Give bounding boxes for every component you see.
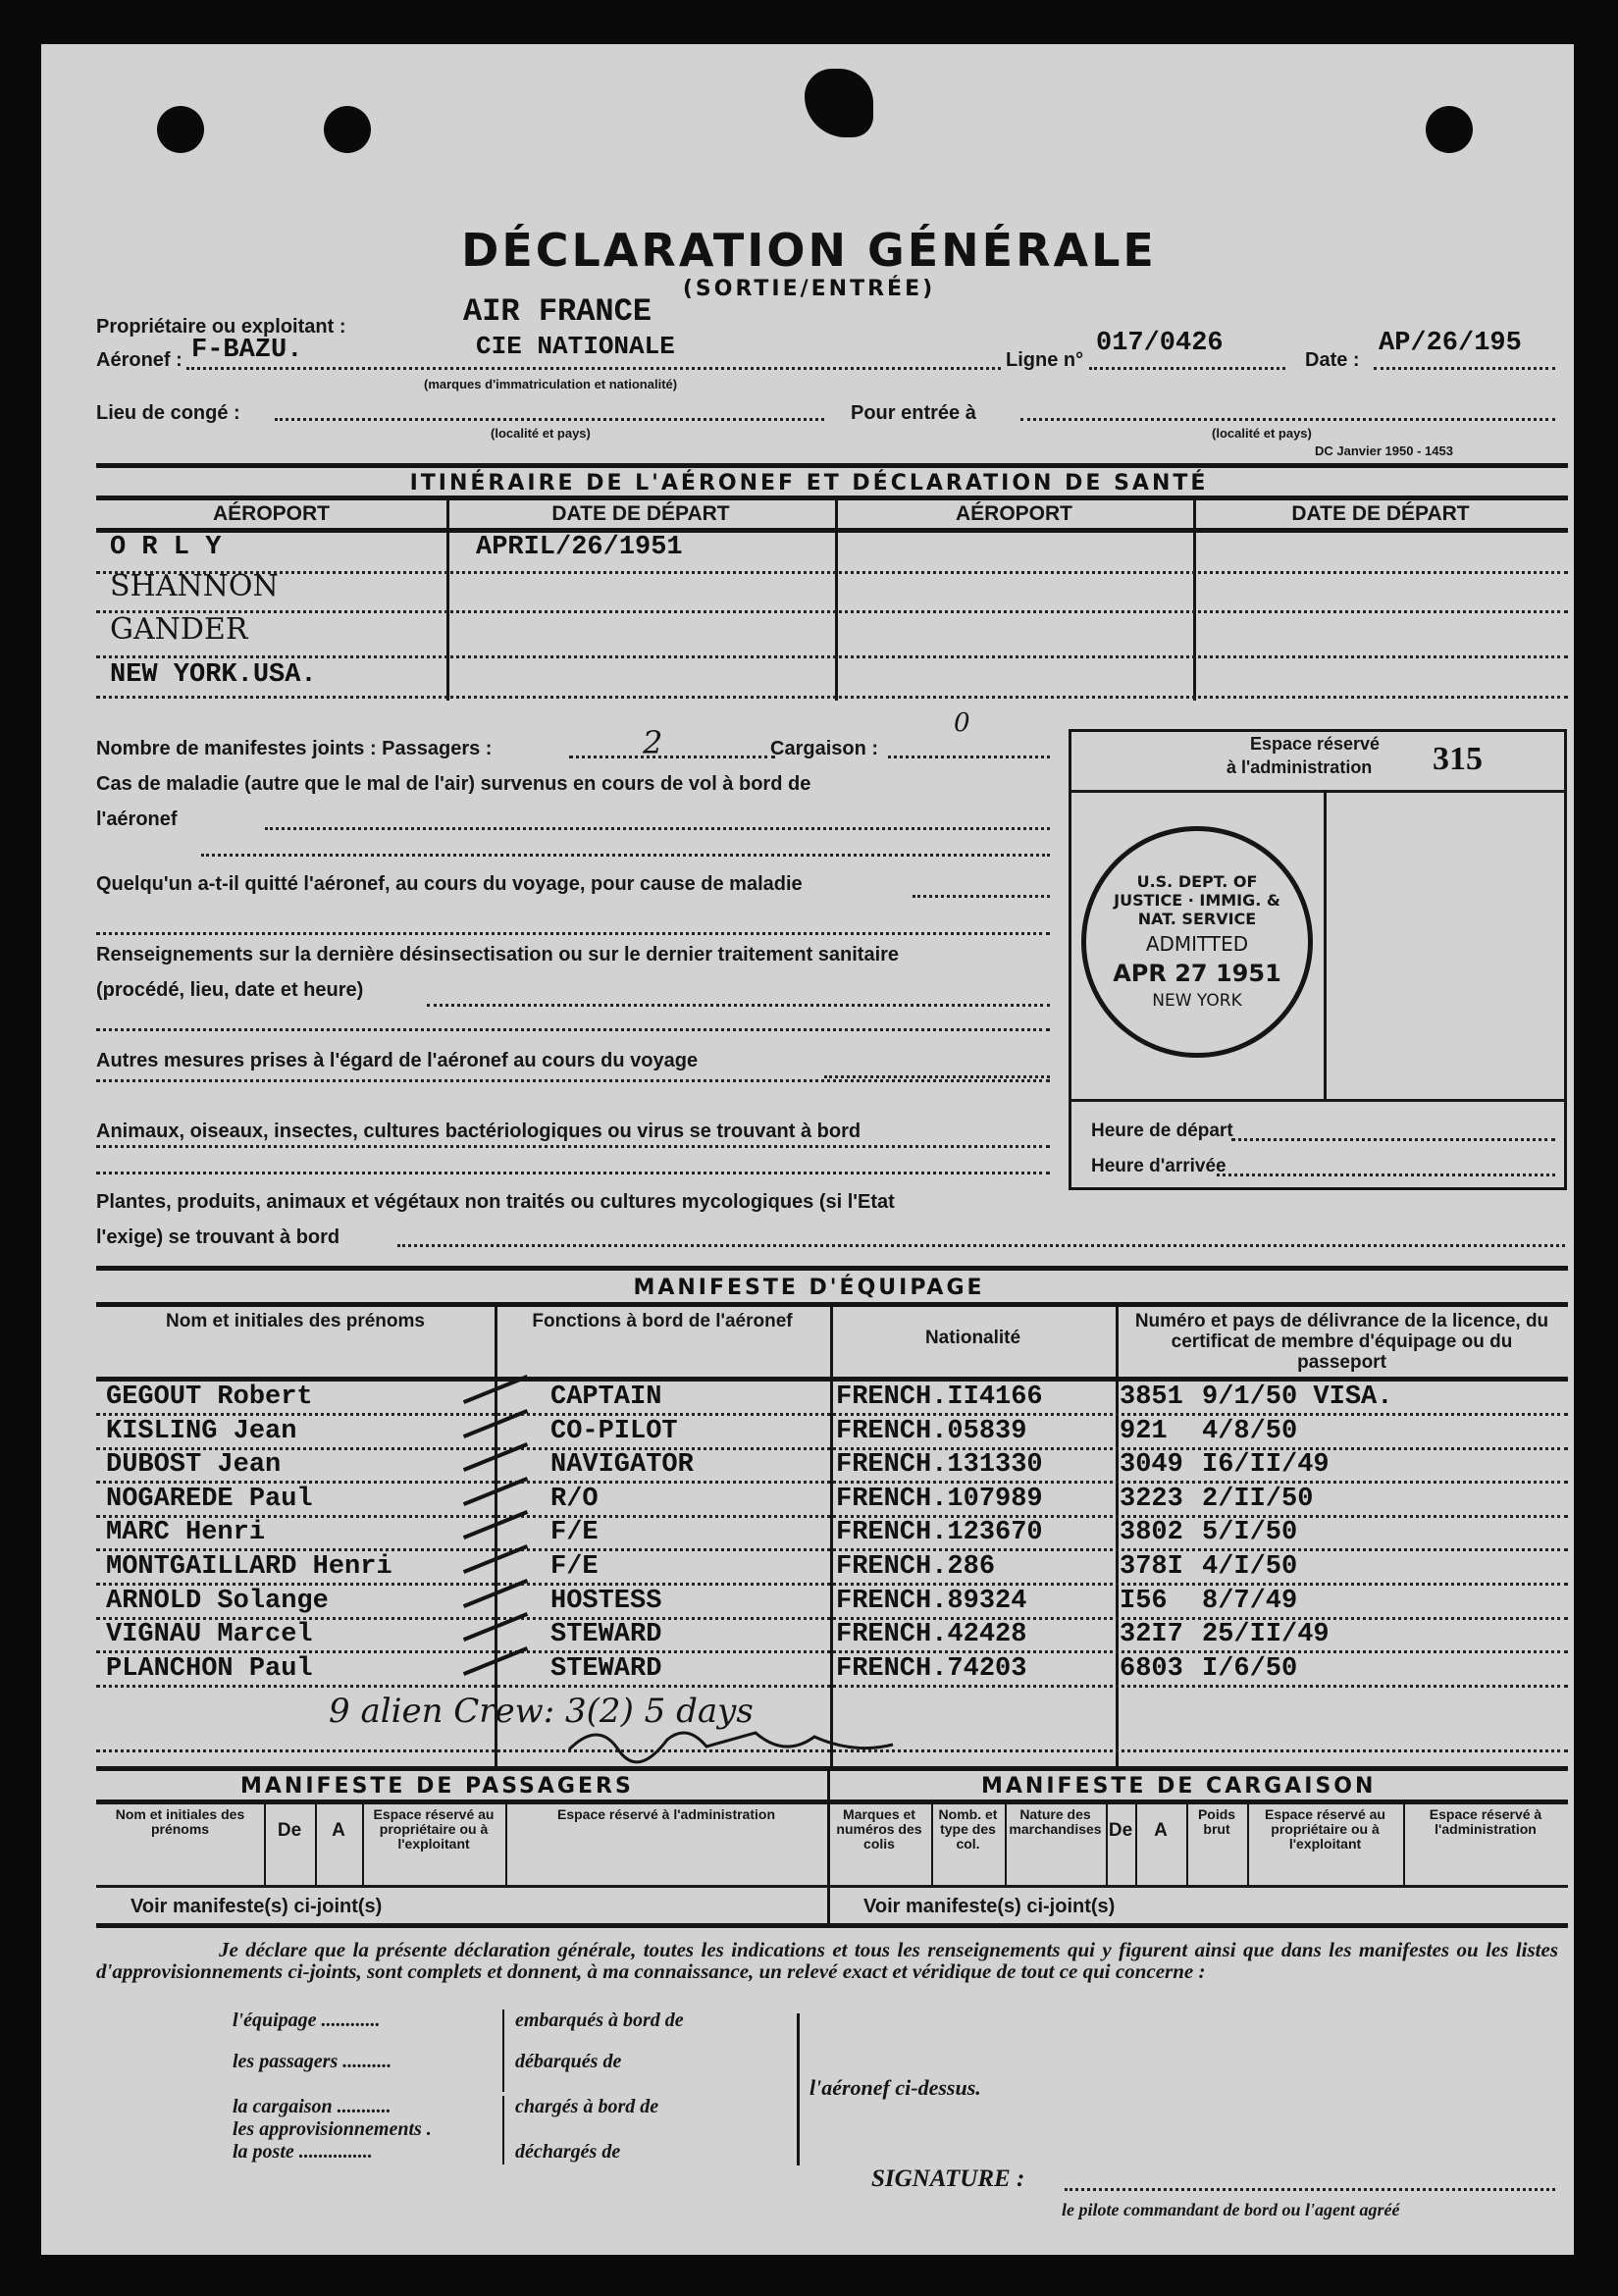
owner-label: Propriétaire ou exploitant : [96, 316, 346, 338]
declaration-item: la poste ............... [233, 2141, 373, 2163]
crew-nationality: FRENCH.05839 [836, 1416, 1027, 1446]
punch-hole [157, 106, 204, 153]
crew-nationality: FRENCH.89324 [836, 1586, 1027, 1616]
itinerary-airport[interactable]: GANDER [110, 612, 248, 647]
crew-function: F/E [550, 1518, 599, 1548]
departure-time-field[interactable] [1231, 1138, 1555, 1141]
crew-licence-number: I56 [1120, 1586, 1168, 1616]
row-line [96, 655, 1568, 658]
entry-place-label: Pour entrée à [851, 402, 976, 424]
line-value: 017/0426 [1096, 329, 1224, 358]
column-divider [931, 1801, 933, 1888]
column-divider [1106, 1801, 1108, 1888]
brace [797, 2013, 800, 2166]
passenger-header: De [277, 1820, 302, 1841]
crew-function: CO-PILOT [550, 1416, 678, 1446]
column-divider [362, 1801, 364, 1888]
declaration-item: la cargaison ........... [233, 2096, 391, 2117]
admin-box-title: Espace réservé [1249, 734, 1381, 754]
page-subtitle: (SORTIE/ENTRÉE) [682, 277, 936, 301]
crew-function: CAPTAIN [550, 1383, 662, 1412]
crew-name: DUBOST Jean [106, 1450, 282, 1481]
passengers-title: MANIFESTE DE PASSAGERS [240, 1774, 634, 1799]
crew-row [96, 1619, 1568, 1652]
admin-box-title-2: à l'administration [1227, 757, 1373, 777]
health-question-illness: Cas de maladie (autre que le mal de l'air) survenus en cours de vol à bord de [96, 773, 811, 795]
itinerary-header: AÉROPORT [955, 502, 1072, 525]
crew-name: PLANCHON Paul [106, 1653, 313, 1684]
itinerary-title: ITINÉRAIRE DE L'AÉRONEF ET DÉCLARATION DE SANTÉ [409, 471, 1209, 496]
column-divider [1403, 1801, 1405, 1888]
column-divider [827, 1766, 830, 1923]
answer-line[interactable] [96, 1172, 1050, 1174]
cargo-see-attached: Voir manifeste(s) ci-joint(s) [863, 1896, 1116, 1917]
cargo-header: Espace réservé à l'administration [1429, 1806, 1542, 1837]
aircraft-hint: (marques d'immatriculation et nationalité) [424, 377, 678, 391]
crew-licence-number: 378I [1120, 1552, 1183, 1582]
crew-licence-number: 921 [1120, 1416, 1168, 1446]
aircraft-value: F-BAZU. [191, 336, 303, 365]
row-line [96, 1685, 1568, 1688]
punch-hole [324, 106, 371, 153]
declaration-action: débarqués de [515, 2051, 622, 2072]
itinerary-date[interactable]: APRIL/26/1951 [476, 533, 683, 562]
itinerary-header: DATE DE DÉPART [551, 502, 730, 525]
cargo-header: A [1154, 1820, 1168, 1841]
entry-place-field[interactable] [1020, 418, 1555, 421]
crew-row [96, 1653, 1568, 1687]
departure-place-field[interactable] [275, 418, 824, 421]
column-divider [1186, 1801, 1188, 1888]
column-divider [315, 1801, 317, 1888]
signature-label: SIGNATURE : [871, 2166, 1025, 2192]
crew-title: MANIFESTE D'ÉQUIPAGE [633, 1276, 985, 1300]
crew-row [96, 1484, 1568, 1517]
cargo-header: Marques et numéros des colis [836, 1806, 922, 1852]
owner-value-2: CIE NATIONALE [476, 332, 675, 361]
cargo-manifest-count[interactable]: 0 [954, 708, 970, 738]
passengers-see-attached: Voir manifeste(s) ci-joint(s) [130, 1896, 383, 1917]
stamp-date: APR 27 1951 [1113, 960, 1281, 987]
health-question-illness2: l'aéronef [96, 809, 178, 830]
handwritten-signature [559, 1715, 913, 1764]
line-label: Ligne n° [1006, 349, 1084, 371]
crew-nationality: FRENCH.123670 [836, 1518, 1043, 1548]
departure-time-label: Heure de départ [1091, 1121, 1233, 1141]
crew-licence-date: 9/1/50 VISA. [1202, 1383, 1393, 1412]
health-question-manifests-label: Nombre de manifestes joints : Passagers : [96, 738, 493, 759]
declaration-action: déchargés de [515, 2141, 621, 2163]
declaration-item: les approvisionnements . [233, 2118, 432, 2140]
arrival-time-label: Heure d'arrivée [1091, 1156, 1227, 1176]
crew-name: MONTGAILLARD Henri [106, 1552, 392, 1582]
date-value: AP/26/195 [1379, 329, 1522, 358]
form-reference: DC Janvier 1950 - 1453 [1315, 444, 1453, 458]
stamp-place: NEW YORK [1152, 991, 1242, 1011]
crew-nationality: FRENCH.131330 [836, 1450, 1043, 1481]
declaration-object: l'aéronef ci-dessus. [809, 2075, 981, 2100]
crew-name: VIGNAU Marcel [106, 1620, 313, 1650]
date-label: Date : [1305, 349, 1360, 371]
crew-licence-number: 3802 [1120, 1518, 1183, 1548]
answer-line[interactable] [201, 854, 1050, 857]
column-divider [1005, 1801, 1007, 1888]
health-question-plants2: l'exige) se trouvant à bord [96, 1226, 340, 1248]
cargo-header: Nature des marchandises [1009, 1806, 1102, 1837]
crew-row [96, 1449, 1568, 1483]
health-question-plants: Plantes, produits, animaux et végétaux non traités ou cultures mycologiques (si l'Etat [96, 1191, 895, 1213]
health-question-left-sick: Quelqu'un a-t-il quitté l'aéronef, au cours du voyage, pour cause de maladie [96, 873, 803, 895]
column-divider [264, 1801, 266, 1888]
answer-line[interactable] [96, 1028, 1050, 1031]
crew-licence-date: 2/II/50 [1202, 1484, 1314, 1514]
answer-line[interactable] [265, 827, 1050, 830]
crew-licence-date: I/6/50 [1202, 1653, 1298, 1684]
departure-place-label: Lieu de congé : [96, 402, 240, 424]
immigration-stamp [1081, 826, 1313, 1058]
health-question-animals: Animaux, oiseaux, insectes, cultures bactériologiques ou virus se trouvant à bord [96, 1121, 861, 1142]
crew-nationality: FRENCH.II4166 [836, 1383, 1043, 1412]
crew-nationality: FRENCH.74203 [836, 1653, 1027, 1684]
page-title: DÉCLARATION GÉNÉRALE [461, 224, 1157, 277]
passenger-header: Nom et initiales des prénoms [115, 1806, 245, 1837]
answer-line[interactable] [397, 1244, 1565, 1247]
owner-value: AIR FRANCE [463, 293, 652, 330]
crew-header: Nationalité [924, 1328, 1021, 1348]
answer-line[interactable] [569, 756, 775, 758]
itinerary-airport[interactable]: SHANNON [110, 569, 279, 603]
answer-line[interactable] [427, 1004, 1050, 1007]
crew-nationality: FRENCH.42428 [836, 1620, 1027, 1650]
handwritten-crew-note: 9 alien Crew: 3(2) 5 days [329, 1692, 754, 1731]
declaration-action: embarqués à bord de [515, 2009, 684, 2031]
divider [96, 528, 1568, 533]
crew-nationality: FRENCH.107989 [836, 1484, 1043, 1514]
crew-licence-number: 3851 [1120, 1383, 1183, 1412]
row-line [96, 696, 1568, 699]
itinerary-airport[interactable]: O R L Y [110, 533, 222, 562]
crew-name: ARNOLD Solange [106, 1586, 329, 1616]
health-question-disinsect2: (procédé, lieu, date et heure) [96, 979, 364, 1001]
declaration-item: l'équipage ............ [233, 2009, 381, 2031]
punch-hole [1426, 106, 1473, 153]
crew-licence-date: 8/7/49 [1202, 1586, 1298, 1616]
crew-name: NOGAREDE Paul [106, 1484, 313, 1514]
itinerary-header: DATE DE DÉPART [1291, 502, 1470, 525]
crew-name: GEGOUT Robert [106, 1383, 313, 1412]
crew-name: MARC Henri [106, 1518, 266, 1548]
answer-line[interactable] [96, 1145, 1050, 1148]
arrival-time-field[interactable] [1217, 1174, 1555, 1176]
answer-line[interactable] [96, 1079, 1050, 1082]
answer-line[interactable] [888, 756, 1050, 758]
row-line [96, 610, 1568, 613]
admin-box-number: 315 [1433, 741, 1483, 777]
passenger-header: A [332, 1820, 345, 1841]
health-question-disinsect: Renseignements sur la dernière désinsectisation ou sur le dernier traitement sanitaire [96, 944, 900, 965]
crew-header: Fonctions à bord de l'aéronef [532, 1311, 793, 1331]
signature-field[interactable] [1065, 2188, 1555, 2191]
stamp-status: ADMITTED [1145, 932, 1249, 956]
crew-function: NAVIGATOR [550, 1450, 694, 1481]
brace [502, 2096, 504, 2165]
column-divider [505, 1801, 507, 1888]
crew-licence-date: I6/II/49 [1202, 1450, 1330, 1481]
crew-function: STEWARD [550, 1620, 662, 1650]
cargo-title: MANIFESTE DE CARGAISON [981, 1774, 1377, 1799]
itinerary-header: AÉROPORT [212, 502, 330, 525]
crew-row [96, 1517, 1568, 1550]
crew-header: Nom et initiales des prénoms [166, 1311, 425, 1331]
stamp-ring-text: U.S. DEPT. OF JUSTICE · IMMIG. & NAT. SERVICE [1114, 872, 1280, 928]
crew-function: F/E [550, 1552, 599, 1582]
crew-licence-number: 32I7 [1120, 1620, 1183, 1650]
health-question-other: Autres mesures prises à l'égard de l'aéronef au cours du voyage [96, 1050, 699, 1071]
passenger-header: Espace réservé à l'administration [557, 1806, 775, 1822]
cargo-header: Nomb. et type des col. [938, 1806, 998, 1852]
crew-licence-number: 3223 [1120, 1484, 1183, 1514]
crew-licence-number: 3049 [1120, 1450, 1183, 1481]
brace [502, 2051, 504, 2092]
answer-line[interactable] [913, 895, 1050, 898]
crew-licence-date: 25/II/49 [1202, 1620, 1330, 1650]
crew-function: STEWARD [550, 1653, 662, 1684]
declaration-text: Je déclare que la présente déclaration générale, toutes les indications et tous les renseignements qui y figurent ainsi que dans les manifestes ou les listes d'approvisionnements ci-joints, sont complets et donnent, à ma connaissance, un relevé exact et véridique de tout ce qui concerne : [96, 1938, 1558, 1983]
crew-nationality: FRENCH.286 [836, 1552, 996, 1582]
crew-licence-date: 5/I/50 [1202, 1518, 1298, 1548]
column-divider [1247, 1801, 1249, 1888]
passenger-manifest-count[interactable]: 2 [643, 724, 663, 761]
aircraft-label: Aéronef : [96, 349, 183, 371]
crew-row [96, 1416, 1568, 1449]
crew-licence-date: 4/I/50 [1202, 1552, 1298, 1582]
crew-function: R/O [550, 1484, 599, 1514]
itinerary-airport[interactable]: NEW YORK.USA. [110, 660, 317, 690]
declaration-item: les passagers .......... [233, 2051, 392, 2072]
crew-function: HOSTESS [550, 1586, 662, 1616]
row-line [96, 571, 1568, 574]
cargo-header: Poids brut [1197, 1806, 1236, 1837]
departure-place-hint: (localité et pays) [491, 426, 591, 441]
answer-line[interactable] [824, 1075, 1050, 1078]
entry-place-hint: (localité et pays) [1212, 426, 1312, 441]
answer-line[interactable] [96, 932, 1050, 935]
passenger-header: Espace réservé au propriétaire ou à l'exploitant [373, 1806, 495, 1852]
column-divider [1135, 1801, 1137, 1888]
crew-licence-number: 6803 [1120, 1653, 1183, 1684]
declaration-action: chargés à bord de [515, 2096, 659, 2117]
cargo-header: Espace réservé au propriétaire ou à l'exploitant [1265, 1806, 1385, 1852]
crew-name: KISLING Jean [106, 1416, 297, 1446]
crew-licence-date: 4/8/50 [1202, 1416, 1298, 1446]
cargo-header: De [1108, 1820, 1133, 1841]
cargo-manifest-label: Cargaison : [770, 738, 879, 759]
signer-caption: le pilote commandant de bord ou l'agent agréé [1062, 2200, 1400, 2219]
crew-header: Numéro et pays de délivrance de la licence, du certificat de membre d'équipage ou du passeport [1134, 1311, 1549, 1373]
